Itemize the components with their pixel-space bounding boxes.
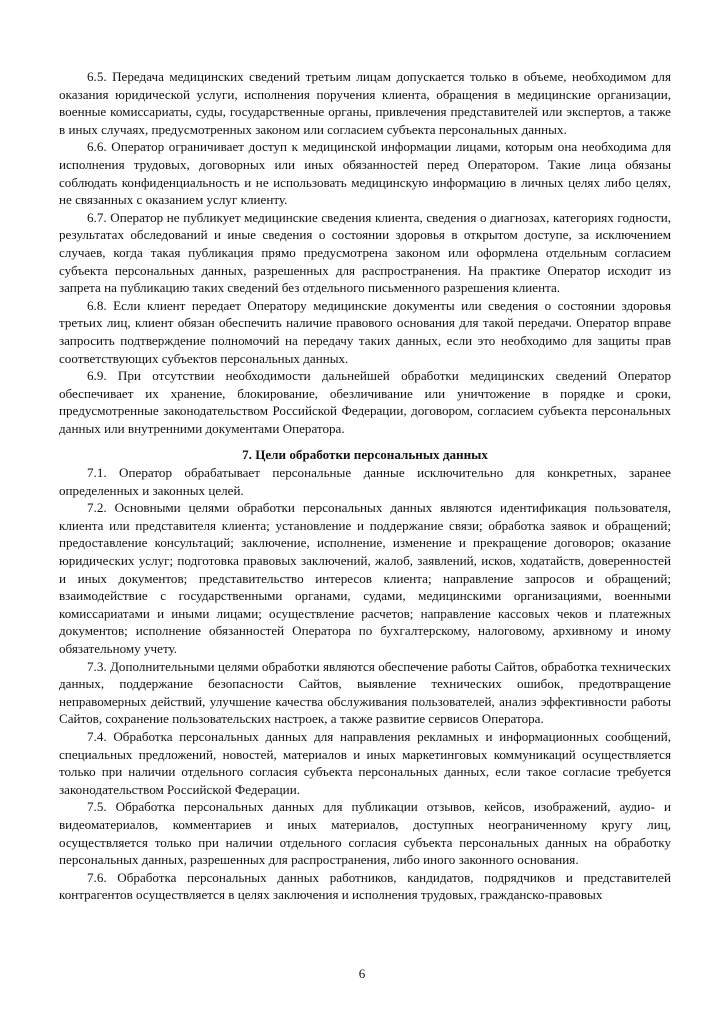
paragraph-7-4: 7.4. Обработка персональных данных для направления рекламных и информационных сообщений, специальных предложений, новостей, материалов и иных маркетинговых коммуникаций осуществляется только при наличии отдельного согласия субъекта персональных данных, если такое согласие требуется законодательством Российской Федерации.	[59, 728, 671, 797]
page-number: 6	[358, 966, 366, 981]
paragraph-6-5: 6.5. Передача медицинских сведений третьим лицам допускается только в объеме, необходимом для оказания юридической услуги, исполнения поручения клиента, обращения в медицинские организации, военные комиссариаты, суды, государственные органы, привлечения представителей или экспертов, а также в иных случаях, предусмотренных законом или согласием субъекта персональных данных.	[59, 69, 671, 137]
paragraph-7-6: 7.6. Обработка персональных данных работников, кандидатов, подрядчиков и представителей контрагентов осуществляется в целях заключения и исполнения трудовых, гражданско-правовых	[59, 869, 671, 903]
paragraph-6-9: 6.9. При отсутствии необходимости дальнейшей обработки медицинских сведений Оператор обеспечивает их хранение, блокирование, обезличивание или уничтожение в порядке и сроки, предусмотренные законодательством Российской Федерации, договором, согласием субъекта персональных данных или внутренними документами Оператора.	[59, 368, 671, 436]
paragraph-7-1: 7.1. Оператор обрабатывает персональные данные исключительно для конкретных, заранее определенных и законных целей.	[59, 465, 671, 498]
paragraph-6-7: 6.7. Оператор не публикует медицинские сведения клиента, сведения о диагнозах, категориях годности, результатах обследований и иные сведения о состоянии здоровья в открытом доступе, за исключением случаев, когда такая публикация прямо предусмотрена законом или оформлена отдельным согласием субъекта персональных данных, разрешенных для распространения. На практике Оператор исходит из запрета на публикацию таких сведений без отдельного письменного разрешения клиента.	[59, 209, 671, 296]
paragraph-7-3: 7.3. Дополнительными целями обработки являются обеспечение работы Сайтов, обработка технических данных, поддержание безопасности Сайтов, выявление технических ошибок, предотвращение неправомерных действий, улучшение качества обслуживания пользователей, анализ эффективности работы Сайтов, сохранение пользовательских настроек, а также развитие сервисов Оператора.	[59, 658, 671, 727]
paragraph-6-6: 6.6. Оператор ограничивает доступ к медицинской информации лицами, которым она необходима для исполнения трудовых, договорных или иных обязанностей перед Оператором. Такие лица обязаны соблюдать конфиденциальность и не использовать медицинскую информацию в личных целях либо целях, не связанных с оказанием услуг клиенту.	[59, 139, 671, 208]
paragraph-7-5: 7.5. Обработка персональных данных для публикации отзывов, кейсов, изображений, аудио- и видеоматериалов, комментариев и иных материалов, доступных неограниченному кругу лиц, осуществляется только при наличии отдельного согласия субъекта персональных данных на обработку персональных данных, разрешенных для распространения, либо иного законного основания.	[59, 799, 671, 868]
paragraph-7-2: 7.2. Основными целями обработки персональных данных являются идентификация пользователя, клиента или представителя клиента; установление и поддержание связи; обработка заявок и обращений; предоставление консультаций; заключение, исполнение, изменение и прекращение договоров; оказание юридических услуг; подготовка правовых заключений, жалоб, заявлений, исков, ходатайств, доверенностей и иных документов; представительство интересов клиента; направление запросов и обращений; взаимодействие с государственными органами, судами, медицинскими организациями, военными комиссариатами и иными лицами; осуществление расчетов; направление кассовых чеков и платежных документов; исполнение обязанностей Оператора по бухгалтерскому, налоговому, архивному и иному обязательному учету.	[59, 500, 671, 656]
section-7-heading: 7. Цели обработки персональных данных	[242, 447, 488, 463]
document-page	[59, 68, 671, 904]
paragraph-6-8: 6.8. Если клиент передает Оператору медицинские документы или сведения о состоянии здоровья третьих лиц, клиент обязан обеспечить наличие правового основания для такой передачи. Оператор вправе запросить подтверждение полномочий на передачу таких данных, если это необходимо для защиты прав соответствующих субъектов персональных данных.	[59, 297, 671, 366]
